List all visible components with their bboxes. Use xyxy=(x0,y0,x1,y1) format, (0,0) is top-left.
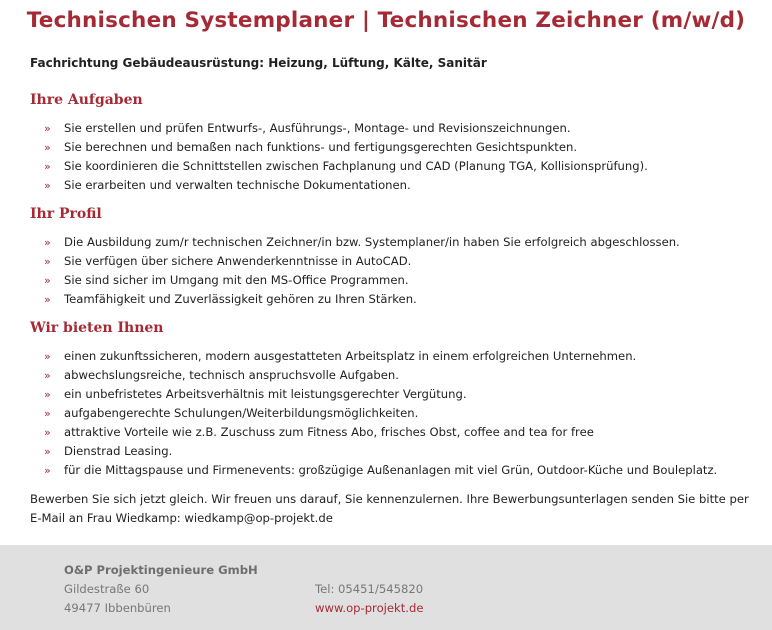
list-item: » Die Ausbildung zum/r technischen Zeichner/in bzw. Systemplaner/in haben Sie erfolgreich abgeschlossen. xyxy=(0,233,680,252)
bullet-icon: » xyxy=(44,236,51,249)
application-note: Bewerben Sie sich jetzt gleich. Wir freuen uns darauf, Sie kennenzulernen. Ihre Bewerbungsunterlagen senden Sie bitte per E-Mail an Frau Wiedkamp: wiedkamp@op-projekt.de xyxy=(30,492,749,525)
bullet-icon: » xyxy=(44,274,51,287)
subtitle: Fachrichtung Gebäudeausrüstung: Heizung, Lüftung, Kälte, Sanitär xyxy=(30,56,487,70)
website-link[interactable]: www.op-projekt.de xyxy=(315,601,424,615)
list-item: » Sie verfügen über sichere Anwenderkenntnisse in AutoCAD. xyxy=(0,252,680,271)
list-item: » Sie berechnen und bemaßen nach funktions- und fertigungsgerechten Gesichtspunkten. xyxy=(0,138,648,157)
list-item: » aufgabengerechte Schulungen/Weiterbildungsmöglichkeiten. xyxy=(0,404,717,423)
bullet-icon: » xyxy=(44,407,51,420)
list-item: » Sie erarbeiten und verwalten technische Dokumentationen. xyxy=(0,176,648,195)
city-address: 49477 Ibbenbüren xyxy=(64,601,171,615)
bullet-icon: » xyxy=(44,445,51,458)
bullet-icon: » xyxy=(44,141,51,154)
footer xyxy=(0,545,772,630)
bullet-icon: » xyxy=(44,350,51,363)
list-item: » ein unbefristetes Arbeitsverhältnis mit leistungsgerechter Vergütung. xyxy=(0,385,717,404)
phone-number: Tel: 05451/545820 xyxy=(315,582,424,596)
list-item: » Dienstrad Leasing. xyxy=(0,442,717,461)
list-item: » Sie sind sicher im Umgang mit den MS-Office Programmen. xyxy=(0,271,680,290)
bullet-icon: » xyxy=(44,464,51,477)
list-item: » attraktive Vorteile wie z.B. Zuschuss zum Fitness Abo, frisches Obst, coffee and tea for free xyxy=(0,423,717,442)
bullet-icon: » xyxy=(44,255,51,268)
bullet-icon: » xyxy=(44,160,51,173)
bullet-icon: » xyxy=(44,293,51,306)
list-item: » Sie koordinieren die Schnittstellen zwischen Fachplanung und CAD (Planung TGA, Kollisionsprüfung). xyxy=(0,157,648,176)
list-aufgaben xyxy=(0,119,648,195)
bullet-icon: » xyxy=(44,179,51,192)
section-heading-aufgaben: Ihre Aufgaben xyxy=(30,92,143,108)
company-name: O&P Projektingenieure GmbH xyxy=(64,563,258,577)
list-item: » abwechslungsreiche, technisch anspruchsvolle Aufgaben. xyxy=(0,366,717,385)
section-heading-profil: Ihr Profil xyxy=(30,206,102,222)
list-item: » Sie erstellen und prüfen Entwurfs-, Ausführungs-, Montage- und Revisionszeichnungen. xyxy=(0,119,648,138)
street-address: Gildestraße 60 xyxy=(64,582,150,596)
page-title: Technischen Systemplaner | Technischen Zeichner (m/w/d) xyxy=(26,8,746,33)
section-heading-angebot: Wir bieten Ihnen xyxy=(30,320,164,336)
list-item: » einen zukunftssicheren, modern ausgestatteten Arbeitsplatz in einem erfolgreichen Unternehmen. xyxy=(0,347,717,366)
bullet-icon: » xyxy=(44,426,51,439)
list-item: » Teamfähigkeit und Zuverlässigkeit gehören zu Ihren Stärken. xyxy=(0,290,680,309)
list-item: » für die Mittagspause und Firmenevents: großzügige Außenanlagen mit viel Grün, Outdoor-Küche und Bouleplatz. xyxy=(0,461,717,480)
list-profil xyxy=(0,233,680,309)
bullet-icon: » xyxy=(44,369,51,382)
list-angebot xyxy=(0,347,717,480)
bullet-icon: » xyxy=(44,388,51,401)
bullet-icon: » xyxy=(44,122,51,135)
